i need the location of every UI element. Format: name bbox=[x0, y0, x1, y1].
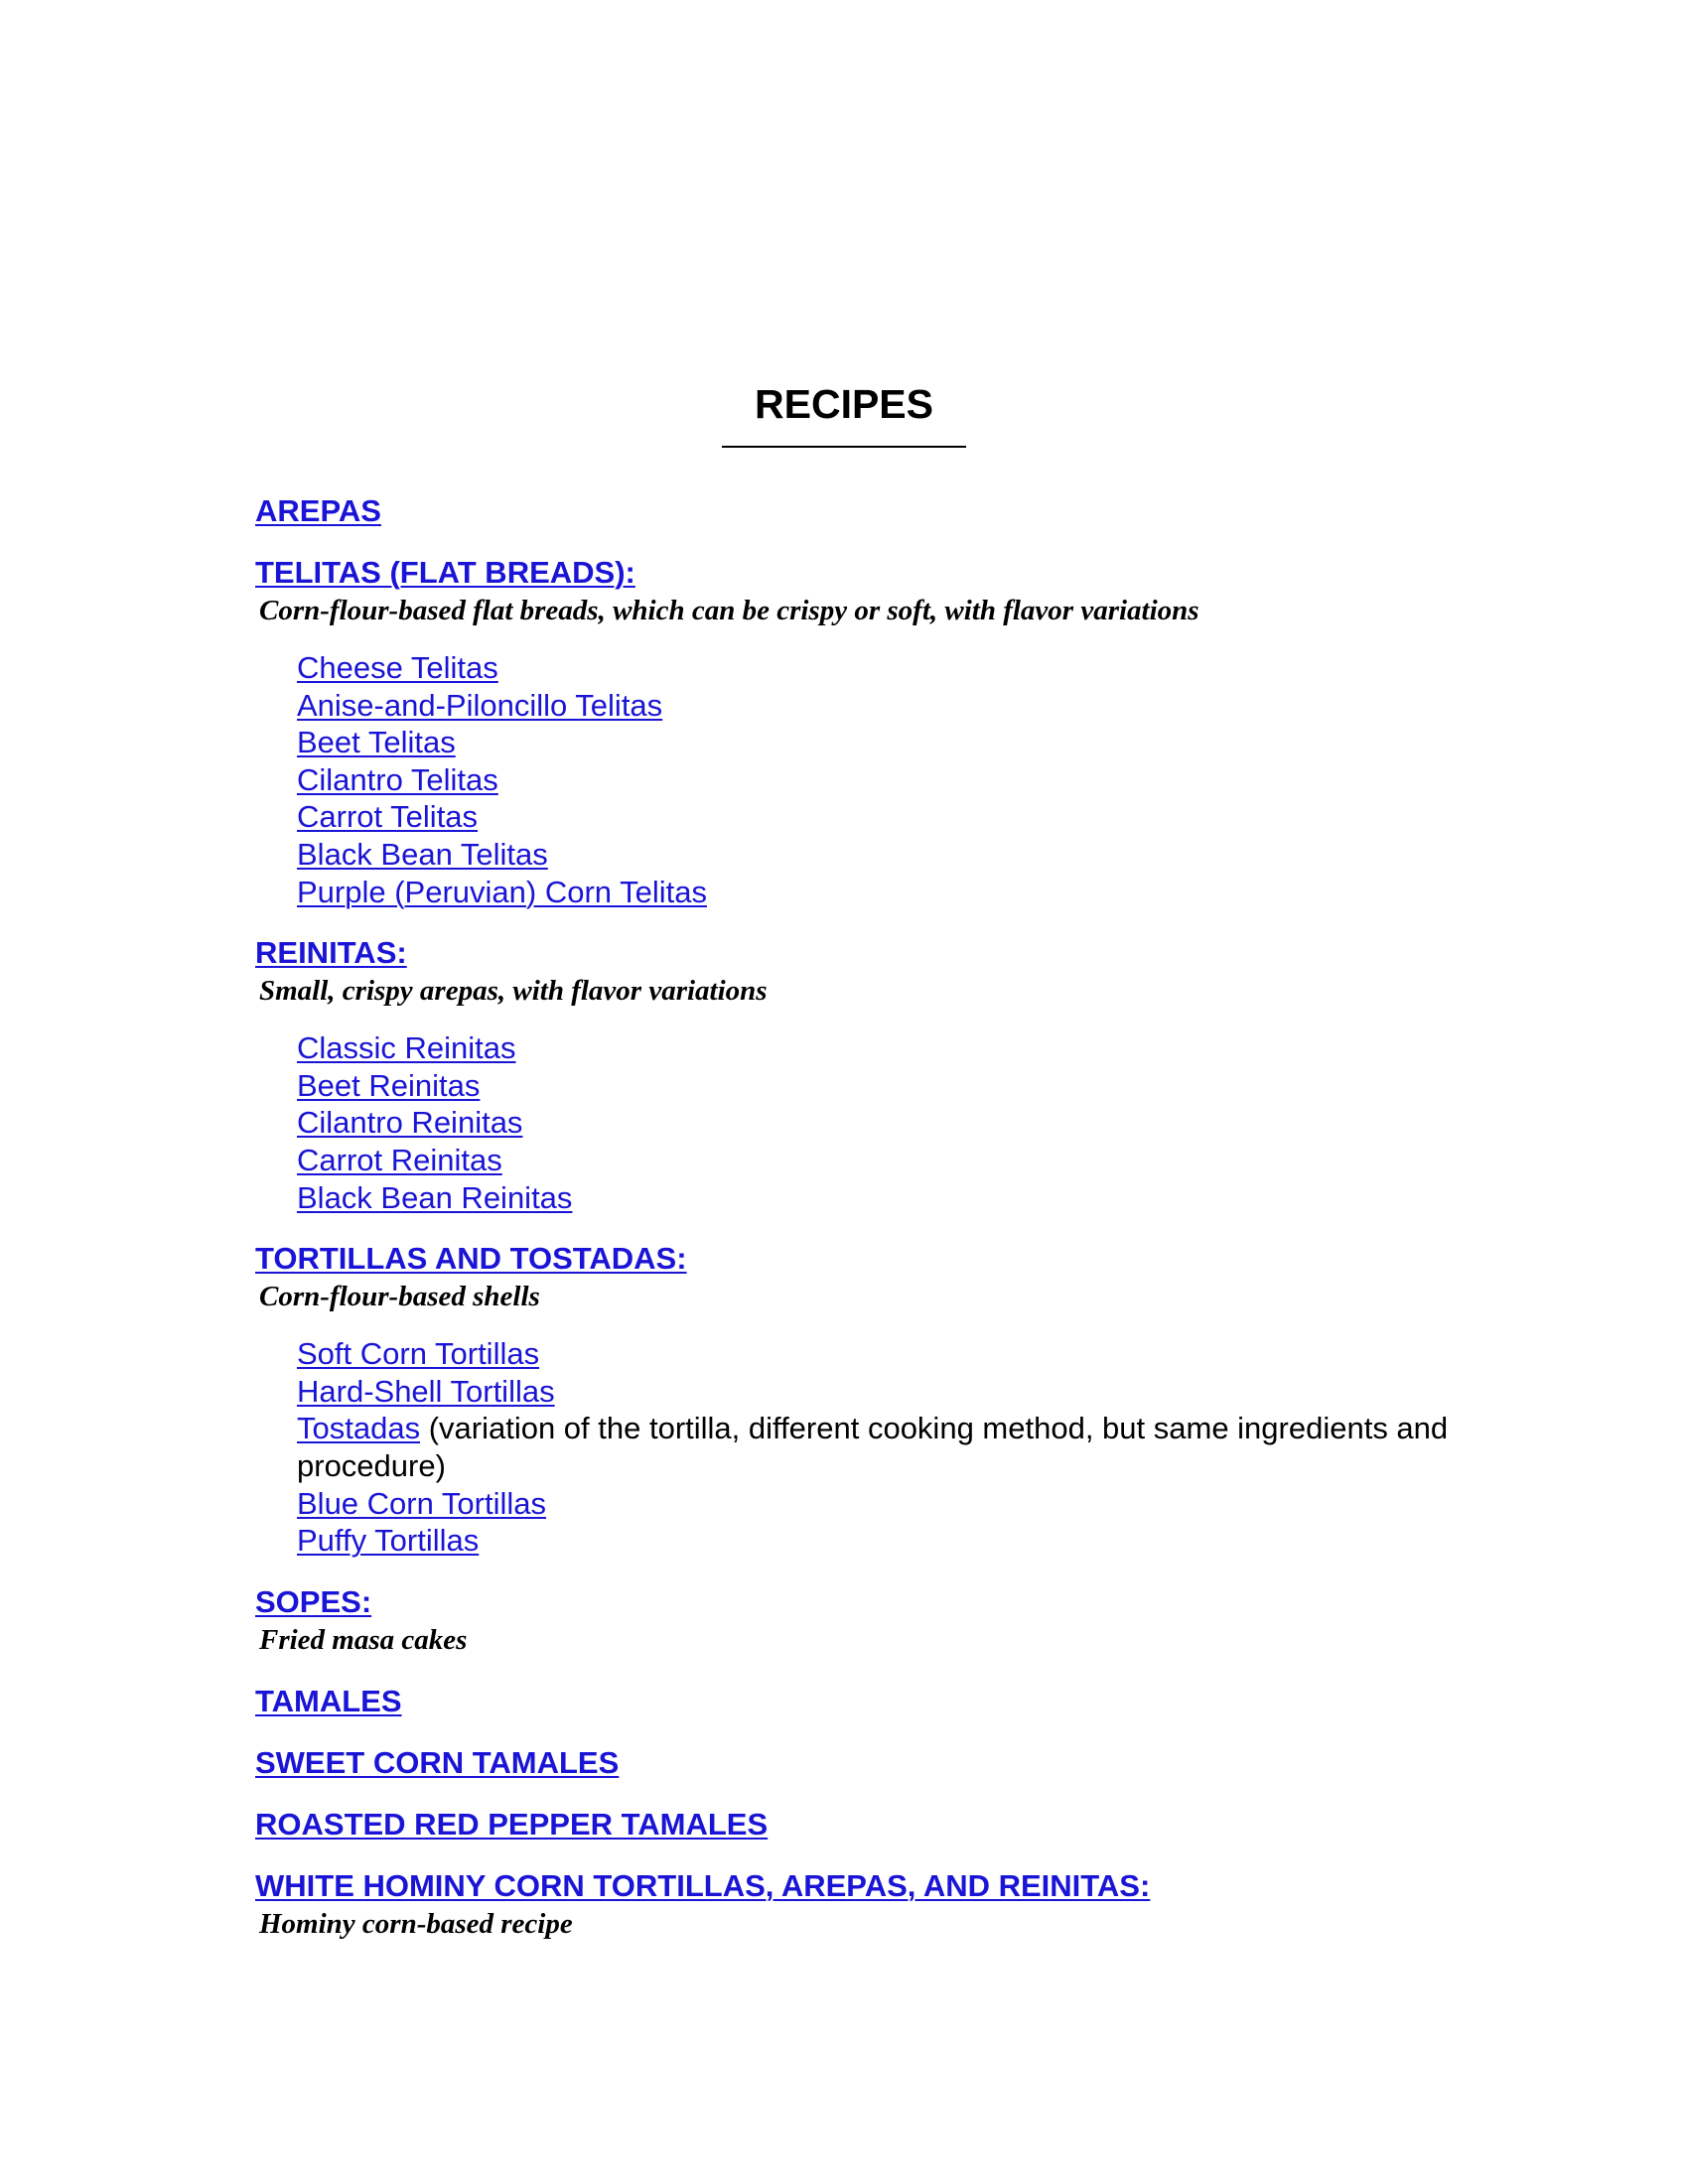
telitas-recipe-list bbox=[297, 649, 1477, 910]
reinitas-recipe-list bbox=[297, 1029, 1477, 1216]
section-link-tamales[interactable]: TAMALES bbox=[255, 1683, 402, 1718]
section-arepas bbox=[255, 492, 1477, 530]
recipe-link-hard-shell-tortillas[interactable]: Hard-Shell Tortillas bbox=[297, 1373, 555, 1409]
section-tamales bbox=[255, 1683, 1477, 1720]
list-item bbox=[297, 1104, 1477, 1142]
page-title: RECIPES bbox=[755, 381, 933, 427]
section-link-roasted-red-pepper-tamales[interactable]: ROASTED RED PEPPER TAMALES bbox=[255, 1806, 769, 1842]
section-link-reinitas[interactable]: REINITAS: bbox=[255, 935, 407, 971]
list-item bbox=[297, 687, 1477, 725]
section-link-sopes[interactable]: SOPES: bbox=[255, 1583, 372, 1619]
section-description-white-hominy: Hominy corn-based recipe bbox=[259, 1907, 573, 1940]
recipe-link-beet-telitas[interactable]: Beet Telitas bbox=[297, 725, 456, 760]
list-item bbox=[297, 874, 1477, 911]
list-item bbox=[297, 1522, 1477, 1560]
section-white-hominy bbox=[255, 1867, 1477, 1943]
section-description-sopes: Fried masa cakes bbox=[259, 1623, 468, 1656]
section-link-white-hominy[interactable]: WHITE HOMINY CORN TORTILLAS, AREPAS, AND REINITAS: bbox=[255, 1867, 1151, 1903]
section-roasted-red-pepper-tamales bbox=[255, 1806, 1477, 1843]
list-item bbox=[297, 649, 1477, 687]
section-sweet-corn-tamales bbox=[255, 1744, 1477, 1782]
section-description-telitas: Corn-flour-based flat breads, which can be crispy or soft, with flavor variations bbox=[259, 595, 1199, 626]
recipe-link-cilantro-reinitas[interactable]: Cilantro Reinitas bbox=[297, 1105, 523, 1141]
recipe-link-cheese-telitas[interactable]: Cheese Telitas bbox=[297, 650, 498, 685]
section-link-tortillas-tostadas[interactable]: TORTILLAS AND TOSTADAS: bbox=[255, 1241, 687, 1277]
recipe-link-carrot-reinitas[interactable]: Carrot Reinitas bbox=[297, 1142, 502, 1177]
recipe-index bbox=[255, 492, 1477, 1943]
section-reinitas bbox=[255, 934, 1477, 1216]
recipe-link-tostadas[interactable]: Tostadas bbox=[297, 1411, 421, 1446]
recipe-link-classic-reinitas[interactable]: Classic Reinitas bbox=[297, 1030, 516, 1066]
list-item bbox=[297, 1067, 1477, 1105]
list-item bbox=[297, 1335, 1477, 1373]
recipe-link-soft-corn-tortillas[interactable]: Soft Corn Tortillas bbox=[297, 1336, 540, 1372]
section-link-telitas[interactable]: TELITAS (FLAT BREADS): bbox=[255, 555, 635, 590]
recipe-link-carrot-telitas[interactable]: Carrot Telitas bbox=[297, 799, 479, 835]
list-item bbox=[297, 1179, 1477, 1217]
recipe-link-puffy-tortillas[interactable]: Puffy Tortillas bbox=[297, 1523, 480, 1559]
title-container bbox=[0, 381, 1688, 427]
section-description-reinitas: Small, crispy arepas, with flavor variations bbox=[259, 975, 768, 1008]
section-sopes bbox=[255, 1583, 1477, 1659]
section-tortillas-tostadas bbox=[255, 1240, 1477, 1560]
list-item bbox=[297, 1410, 1477, 1484]
list-item bbox=[297, 836, 1477, 874]
list-item bbox=[297, 1029, 1477, 1067]
section-telitas bbox=[255, 554, 1477, 910]
list-item bbox=[297, 724, 1477, 761]
recipe-link-cilantro-telitas[interactable]: Cilantro Telitas bbox=[297, 761, 498, 797]
recipe-link-beet-reinitas[interactable]: Beet Reinitas bbox=[297, 1067, 481, 1103]
list-item bbox=[297, 798, 1477, 836]
list-item bbox=[297, 1485, 1477, 1523]
list-item bbox=[297, 1373, 1477, 1411]
section-link-sweet-corn-tamales[interactable]: SWEET CORN TAMALES bbox=[255, 1744, 620, 1780]
section-link-arepas[interactable]: AREPAS bbox=[255, 493, 381, 528]
title-underline bbox=[722, 446, 966, 448]
list-item bbox=[297, 1142, 1477, 1179]
tostadas-note: (variation of the tortilla, different cooking method, but same ingredients and procedure) bbox=[297, 1411, 1449, 1483]
recipe-link-anise-piloncillo-telitas[interactable]: Anise-and-Piloncillo Telitas bbox=[297, 687, 663, 723]
recipe-link-purple-corn-telitas[interactable]: Purple (Peruvian) Corn Telitas bbox=[297, 874, 707, 909]
recipe-link-blue-corn-tortillas[interactable]: Blue Corn Tortillas bbox=[297, 1485, 546, 1521]
tortillas-recipe-list bbox=[297, 1335, 1477, 1560]
recipe-link-black-bean-reinitas[interactable]: Black Bean Reinitas bbox=[297, 1179, 573, 1215]
recipe-link-black-bean-telitas[interactable]: Black Bean Telitas bbox=[297, 836, 548, 872]
list-item bbox=[297, 761, 1477, 799]
section-description-tortillas-tostadas: Corn-flour-based shells bbox=[259, 1281, 540, 1313]
